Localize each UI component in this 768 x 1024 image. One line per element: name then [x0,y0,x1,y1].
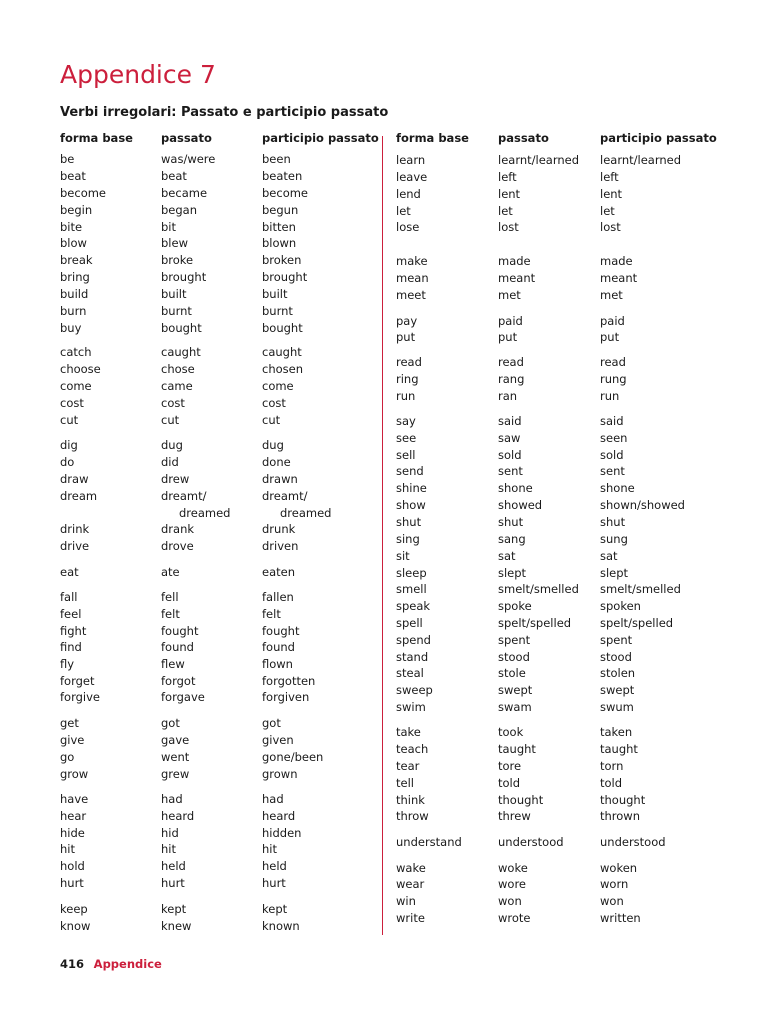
left-cell-base: drink [60,522,90,536]
left-cell-past: chose [161,362,195,376]
left-cell-participle: been [262,152,291,166]
left-cell-past: dug [161,438,183,452]
right-cell-base: throw [396,809,429,823]
right-cell-base: let [396,204,411,218]
left-cell-base: come [60,379,92,393]
right-cell-base: tear [396,759,420,773]
left-cell-base: get [60,716,79,730]
right-cell-past: understood [498,835,564,849]
right-cell-participle: won [600,894,624,908]
right-cell-base: send [396,464,424,478]
right-cell-participle: slept [600,566,629,580]
left-cell-base: become [60,186,107,200]
right-cell-base: speak [396,599,431,613]
left-cell-past: fought [161,624,199,638]
left-cell-base: beat [60,169,86,183]
right-cell-participle: stolen [600,666,636,680]
left-cell-past: fell [161,590,179,604]
left-cell-base: do [60,455,75,469]
left-cell-base: break [60,253,93,267]
right-cell-past: won [498,894,522,908]
left-cell-participle: grown [262,767,298,781]
left-cell-participle: become [262,186,309,200]
left-cell-past: burnt [161,304,192,318]
left-cell-past: felt [161,607,180,621]
left-cell-past: brought [161,270,207,284]
right-cell-participle: taught [600,742,638,756]
right-cell-participle: shown/showed [600,498,685,512]
left-cell-base: hide [60,826,85,840]
left-cell-participle: forgotten [262,674,316,688]
left-cell-base: fight [60,624,87,638]
right-cell-participle: lent [600,187,623,201]
right-cell-past: put [498,330,518,344]
right-cell-participle: thrown [600,809,641,823]
right-cell-past: learnt/learned [498,153,580,167]
left-cell-participle: dug [262,438,284,452]
right-cell-past: threw [498,809,531,823]
right-header-passato: passato [498,131,549,145]
left-cell-base: know [60,919,91,933]
right-cell-participle: meant [600,271,638,285]
left-cell-participle: hidden [262,826,302,840]
right-cell-past: sold [498,448,522,462]
left-cell-base: blow [60,236,87,250]
left-cell-base: give [60,733,85,747]
left-cell-participle: caught [262,345,302,359]
left-cell-past: found [161,640,194,654]
left-cell-past: had [161,792,183,806]
right-cell-base: understand [396,835,462,849]
right-cell-participle: said [600,414,624,428]
right-cell-participle: torn [600,759,624,773]
left-cell-base: bring [60,270,90,284]
right-cell-participle: thought [600,793,646,807]
left-cell-participle: forgiven [262,690,310,704]
right-cell-past: took [498,725,524,739]
left-cell-base: find [60,640,82,654]
right-cell-base: sweep [396,683,433,697]
right-cell-past: left [498,170,517,184]
right-cell-base: mean [396,271,429,285]
left-cell-past: caught [161,345,201,359]
left-cell-base: cut [60,413,79,427]
left-cell-participle: drawn [262,472,298,486]
right-cell-past: meant [498,271,536,285]
right-cell-past: paid [498,314,523,328]
right-cell-participle: smelt/smelled [600,582,681,596]
right-cell-past: woke [498,861,528,875]
right-cell-base: take [396,725,421,739]
left-cell-participle: burnt [262,304,293,318]
left-cell-past: broke [161,253,194,267]
left-cell-past: forgave [161,690,205,704]
right-cell-base: read [396,355,422,369]
left-cell-base: dream [60,489,98,503]
right-cell-past: spelt/spelled [498,616,572,630]
right-header-participio-passato: participio passato [600,131,717,145]
right-cell-past: ran [498,389,518,403]
left-cell-participle: cost [262,396,286,410]
left-cell-base: draw [60,472,89,486]
right-cell-base: wear [396,877,425,891]
right-cell-past: shut [498,515,524,529]
right-cell-base: steal [396,666,424,680]
left-cell-past: did [161,455,179,469]
right-cell-participle: understood [600,835,666,849]
left-cell-participle: built [262,287,288,301]
left-cell-base: forget [60,674,95,688]
right-cell-past: slept [498,566,527,580]
right-cell-base: shut [396,515,422,529]
left-cell-base: have [60,792,89,806]
left-cell-base: build [60,287,89,301]
right-cell-base: see [396,431,417,445]
left-header-passato: passato [161,131,212,145]
right-cell-base: leave [396,170,428,184]
right-cell-participle: woken [600,861,638,875]
left-cell-participle: fought [262,624,300,638]
left-cell-past: began [161,203,198,217]
left-cell-past: kept [161,902,187,916]
right-cell-participle: lost [600,220,621,234]
right-cell-base: wake [396,861,426,875]
right-cell-base: meet [396,288,426,302]
right-cell-base: spend [396,633,431,647]
left-cell-base: be [60,152,75,166]
right-cell-past: sent [498,464,523,478]
left-cell-base: go [60,750,75,764]
left-cell-participle: chosen [262,362,304,376]
left-cell-participle: done [262,455,291,469]
left-cell-participle: had [262,792,284,806]
left-cell-past: went [161,750,190,764]
right-cell-past: said [498,414,522,428]
right-cell-base: spell [396,616,423,630]
left-cell-past: drove [161,539,194,553]
left-cell-past: dreamt/ [161,489,207,503]
right-cell-participle: told [600,776,623,790]
right-cell-participle: spoken [600,599,641,613]
right-cell-past: showed [498,498,543,512]
left-cell-participle: cut [262,413,281,427]
left-cell-past: dreamed [179,506,231,520]
left-cell-participle: got [262,716,281,730]
right-cell-past: stood [498,650,530,664]
right-cell-past: shone [498,481,533,495]
left-header-forma-base: forma base [60,131,133,145]
page-footer [60,957,162,971]
left-cell-participle: felt [262,607,281,621]
right-cell-participle: sold [600,448,624,462]
left-cell-base: burn [60,304,87,318]
left-cell-base: fly [60,657,75,671]
right-cell-past: stole [498,666,526,680]
left-cell-past: held [161,859,186,873]
left-cell-past: drank [161,522,195,536]
right-cell-past: thought [498,793,544,807]
left-cell-participle: hurt [262,876,286,890]
right-cell-past: spoke [498,599,532,613]
right-header-forma-base: forma base [396,131,469,145]
page-subtitle: Verbi irregolari: Passato e participio passato [60,105,389,120]
left-cell-participle: blown [262,236,297,250]
left-cell-participle: come [262,379,294,393]
right-cell-base: tell [396,776,414,790]
left-cell-base: hear [60,809,87,823]
left-cell-base: cost [60,396,84,410]
right-cell-past: wrote [498,911,531,925]
left-cell-past: knew [161,919,192,933]
left-cell-past: hurt [161,876,185,890]
left-cell-participle: gone/been [262,750,324,764]
right-cell-participle: paid [600,314,625,328]
right-cell-past: tore [498,759,522,773]
right-cell-participle: taken [600,725,633,739]
right-cell-participle: made [600,254,633,268]
left-cell-participle: kept [262,902,288,916]
right-cell-base: think [396,793,425,807]
left-cell-past: cut [161,413,180,427]
right-cell-past: rang [498,372,525,386]
left-cell-participle: eaten [262,565,295,579]
right-cell-past: let [498,204,513,218]
left-cell-base: dig [60,438,78,452]
right-cell-base: write [396,911,425,925]
right-cell-base: sell [396,448,416,462]
right-cell-base: learn [396,153,426,167]
left-cell-participle: hit [262,842,277,856]
right-cell-base: lose [396,220,420,234]
left-cell-base: begin [60,203,93,217]
left-cell-base: catch [60,345,92,359]
right-cell-past: wore [498,877,526,891]
right-cell-participle: met [600,288,623,302]
right-cell-participle: spelt/spelled [600,616,674,630]
left-cell-participle: driven [262,539,299,553]
left-cell-base: choose [60,362,101,376]
left-cell-base: hurt [60,876,84,890]
right-cell-participle: seen [600,431,628,445]
right-cell-base: sit [396,549,410,563]
page-number: 416 [60,957,85,971]
right-cell-participle: spent [600,633,633,647]
left-cell-past: heard [161,809,195,823]
left-cell-base: bite [60,220,83,234]
right-cell-participle: sat [600,549,618,563]
left-cell-participle: held [262,859,287,873]
left-cell-past: built [161,287,187,301]
right-cell-past: saw [498,431,521,445]
right-cell-past: made [498,254,531,268]
right-cell-base: sing [396,532,420,546]
left-header-participio-passato: participio passato [262,131,379,145]
left-cell-participle: found [262,640,295,654]
left-cell-past: hit [161,842,176,856]
right-cell-base: stand [396,650,429,664]
left-cell-past: grew [161,767,190,781]
right-cell-base: shine [396,481,427,495]
right-cell-base: sleep [396,566,427,580]
right-cell-participle: worn [600,877,629,891]
left-cell-participle: bitten [262,220,296,234]
right-cell-base: teach [396,742,429,756]
right-cell-past: met [498,288,521,302]
right-cell-participle: written [600,911,641,925]
right-cell-past: smelt/smelled [498,582,579,596]
right-cell-base: swim [396,700,426,714]
left-cell-participle: fallen [262,590,294,604]
right-cell-participle: swept [600,683,635,697]
right-cell-base: smell [396,582,427,596]
right-cell-past: swept [498,683,533,697]
right-cell-past: lost [498,220,519,234]
left-cell-past: drew [161,472,190,486]
right-cell-past: read [498,355,524,369]
right-cell-participle: left [600,170,619,184]
right-cell-participle: run [600,389,620,403]
right-cell-base: lend [396,187,421,201]
right-cell-participle: stood [600,650,632,664]
right-cell-base: ring [396,372,419,386]
right-cell-participle: sung [600,532,628,546]
right-cell-participle: shone [600,481,635,495]
right-cell-past: lent [498,187,521,201]
right-cell-base: win [396,894,416,908]
right-cell-participle: rung [600,372,627,386]
right-cell-base: say [396,414,416,428]
right-cell-past: spent [498,633,531,647]
left-cell-participle: begun [262,203,299,217]
left-cell-past: ate [161,565,180,579]
left-cell-past: flew [161,657,185,671]
left-cell-past: forgot [161,674,196,688]
left-cell-past: was/were [161,152,216,166]
left-cell-past: beat [161,169,187,183]
left-cell-participle: known [262,919,300,933]
left-cell-participle: flown [262,657,293,671]
right-cell-base: make [396,254,428,268]
right-cell-base: show [396,498,426,512]
right-cell-participle: let [600,204,615,218]
right-cell-participle: read [600,355,626,369]
left-cell-base: drive [60,539,90,553]
left-cell-past: blew [161,236,188,250]
left-cell-participle: beaten [262,169,303,183]
left-cell-past: hid [161,826,179,840]
right-cell-past: sang [498,532,526,546]
right-cell-base: put [396,330,416,344]
right-cell-participle: shut [600,515,626,529]
right-cell-participle: put [600,330,620,344]
left-cell-past: became [161,186,208,200]
left-cell-past: cost [161,396,185,410]
left-cell-base: hold [60,859,85,873]
right-cell-base: run [396,389,416,403]
left-cell-base: forgive [60,690,100,704]
right-cell-past: sat [498,549,516,563]
left-cell-past: bit [161,220,177,234]
left-cell-participle: bought [262,321,303,335]
column-divider [382,136,383,935]
left-cell-base: fall [60,590,78,604]
left-cell-participle: dreamed [280,506,332,520]
left-cell-participle: brought [262,270,308,284]
left-cell-past: got [161,716,180,730]
left-cell-base: eat [60,565,79,579]
left-cell-participle: dreamt/ [262,489,308,503]
right-cell-base: pay [396,314,418,328]
footer-section: Appendice [93,957,162,971]
left-cell-base: hit [60,842,75,856]
left-cell-base: feel [60,607,82,621]
left-cell-base: keep [60,902,88,916]
right-cell-past: swam [498,700,532,714]
right-cell-past: taught [498,742,536,756]
right-cell-participle: learnt/learned [600,153,682,167]
left-cell-base: buy [60,321,82,335]
left-cell-participle: drunk [262,522,296,536]
left-cell-participle: broken [262,253,302,267]
left-cell-past: came [161,379,193,393]
right-cell-participle: sent [600,464,625,478]
left-cell-past: bought [161,321,202,335]
left-cell-base: grow [60,767,89,781]
left-cell-participle: heard [262,809,296,823]
right-cell-past: told [498,776,521,790]
page-title: Appendice 7 [60,60,216,89]
left-cell-participle: given [262,733,294,747]
left-cell-past: gave [161,733,190,747]
right-cell-participle: swum [600,700,634,714]
